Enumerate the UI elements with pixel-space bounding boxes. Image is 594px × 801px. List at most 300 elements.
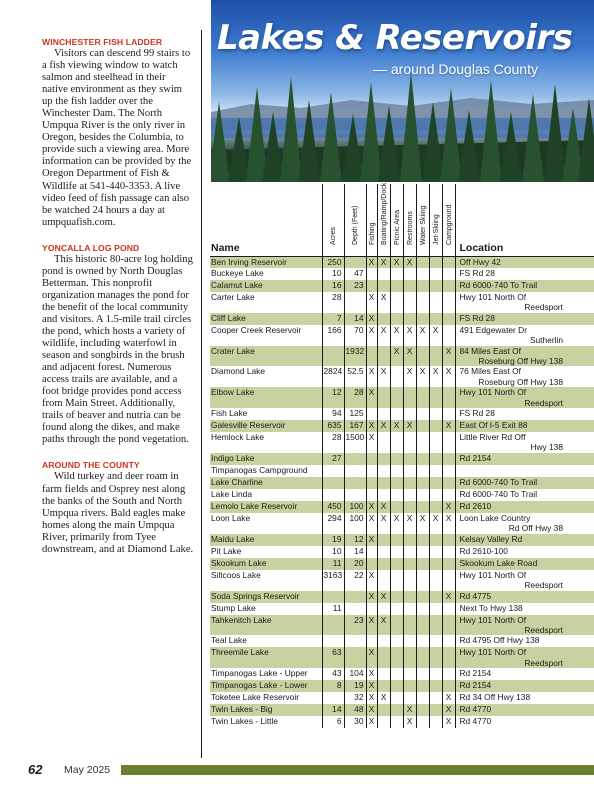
- lake-location: [455, 489, 594, 501]
- cell-jet-skiing: [429, 292, 442, 313]
- cell-fishing: X: [366, 501, 377, 513]
- cell-picnic: [390, 647, 403, 668]
- lake-location: [455, 501, 594, 513]
- table-row: [210, 280, 594, 292]
- lake-location: [455, 420, 594, 432]
- table-row: [210, 513, 594, 534]
- cell-picnic: [390, 465, 403, 477]
- table-row: [210, 635, 594, 647]
- cell-picnic: [390, 501, 403, 513]
- cell-depth: 167: [344, 420, 366, 432]
- cell-picnic: [390, 477, 403, 489]
- cell-depth: 47: [344, 268, 366, 280]
- cell-water-skiing: [416, 346, 429, 367]
- cell-jet-skiing: [429, 256, 442, 268]
- cell-restrooms: [403, 668, 416, 680]
- location-line: Hwy 101 North Of: [459, 569, 527, 580]
- cell-jet-skiing: [429, 534, 442, 546]
- cell-restrooms: [403, 635, 416, 647]
- cell-picnic: [390, 692, 403, 704]
- cell-picnic: X: [390, 256, 403, 268]
- cell-depth: [344, 256, 366, 268]
- cell-depth: [344, 489, 366, 501]
- cell-boating: [377, 558, 390, 570]
- cell-depth: [344, 635, 366, 647]
- cell-acres: 28: [322, 432, 344, 453]
- cell-depth: 28: [344, 387, 366, 408]
- cell-restrooms: [403, 453, 416, 465]
- cell-depth: 23: [344, 280, 366, 292]
- lake-location: [455, 558, 594, 570]
- cell-campground: [442, 570, 455, 591]
- table-row: [210, 680, 594, 692]
- location-line: Rd 2154: [459, 680, 492, 691]
- cell-restrooms: [403, 501, 416, 513]
- cell-acres: [322, 477, 344, 489]
- lake-location: [455, 615, 594, 636]
- cell-picnic: [390, 603, 403, 615]
- cell-water-skiing: [416, 477, 429, 489]
- cell-water-skiing: [416, 558, 429, 570]
- cell-water-skiing: X: [416, 366, 429, 387]
- cell-water-skiing: [416, 570, 429, 591]
- cell-jet-skiing: X: [429, 513, 442, 534]
- cell-acres: 7: [322, 313, 344, 325]
- cell-acres: 2824: [322, 366, 344, 387]
- cell-campground: X: [442, 501, 455, 513]
- cell-jet-skiing: [429, 346, 442, 367]
- cell-acres: [322, 692, 344, 704]
- lake-name: Timpanogas Lake - Upper: [211, 668, 308, 679]
- cell-jet-skiing: [429, 558, 442, 570]
- cell-campground: X: [442, 420, 455, 432]
- table-row: [210, 615, 594, 636]
- cell-jet-skiing: [429, 546, 442, 558]
- cell-picnic: [390, 313, 403, 325]
- cell-water-skiing: [416, 647, 429, 668]
- table-row: [210, 408, 594, 420]
- col-header-location: Location: [455, 184, 594, 256]
- lake-location: [455, 313, 594, 325]
- location-line: East Of I-5 Exit 88: [459, 420, 528, 431]
- cell-campground: [442, 647, 455, 668]
- location-line: Next To Hwy 138: [459, 602, 523, 613]
- lake-name: Diamond Lake: [211, 366, 266, 377]
- cell-campground: [442, 292, 455, 313]
- cell-picnic: [390, 268, 403, 280]
- lake-name: Fish Lake: [211, 408, 248, 419]
- table-row: [210, 477, 594, 489]
- location-line: Hwy 101 North Of: [459, 387, 527, 398]
- lake-name: Maidu Lake: [210, 534, 322, 546]
- lake-location: [455, 280, 594, 292]
- cell-acres: 14: [322, 704, 344, 716]
- cell-boating: [377, 268, 390, 280]
- cell-water-skiing: X: [416, 325, 429, 346]
- cell-jet-skiing: [429, 692, 442, 704]
- lake-name: Calamut Lake: [210, 280, 322, 292]
- page-number: 62: [28, 762, 43, 777]
- cell-depth: [344, 603, 366, 615]
- cell-fishing: X: [366, 420, 377, 432]
- cell-acres: [322, 489, 344, 501]
- cell-water-skiing: [416, 615, 429, 636]
- cell-water-skiing: [416, 256, 429, 268]
- location-line-2: Roseburg Off Hwy 138: [478, 356, 563, 367]
- cell-campground: [442, 558, 455, 570]
- cell-depth: 104: [344, 668, 366, 680]
- cell-jet-skiing: [429, 408, 442, 420]
- cell-depth: 1932: [344, 346, 366, 367]
- cell-depth: [344, 591, 366, 603]
- page-title: Lakes & Reservoirs: [217, 18, 573, 58]
- cell-boating: [377, 432, 390, 453]
- cell-water-skiing: X: [416, 513, 429, 534]
- cell-boating: X: [377, 615, 390, 636]
- location-line: Rd 2610-100: [459, 545, 508, 556]
- cell-restrooms: [403, 591, 416, 603]
- lake-location: [455, 668, 594, 680]
- location-line: Hwy 101 North Of: [459, 614, 527, 625]
- cell-picnic: [390, 615, 403, 636]
- cell-fishing: [366, 546, 377, 558]
- location-line: 76 Miles East Of: [459, 366, 521, 377]
- cell-fishing: X: [366, 615, 377, 636]
- location-line-2: Reedsport: [524, 302, 563, 313]
- cell-campground: [442, 313, 455, 325]
- cell-picnic: X: [390, 513, 403, 534]
- cell-picnic: X: [390, 420, 403, 432]
- cell-campground: [442, 432, 455, 453]
- cell-acres: 8: [322, 680, 344, 692]
- cell-depth: 70: [344, 325, 366, 346]
- cell-picnic: [390, 292, 403, 313]
- cell-acres: 10: [322, 268, 344, 280]
- cell-water-skiing: [416, 432, 429, 453]
- cell-campground: X: [442, 692, 455, 704]
- cell-depth: 100: [344, 513, 366, 534]
- cell-water-skiing: [416, 280, 429, 292]
- cell-water-skiing: [416, 453, 429, 465]
- location-line: Rd 4770: [459, 716, 492, 727]
- location-line-2: Reedsport: [524, 624, 563, 635]
- cell-picnic: [390, 635, 403, 647]
- location-line: Hwy 101 North Of: [459, 647, 527, 658]
- col-header-restrooms: Restrooms: [403, 184, 416, 256]
- cell-jet-skiing: [429, 477, 442, 489]
- cell-restrooms: [403, 489, 416, 501]
- lake-location: [455, 534, 594, 546]
- lakes-table-body: [210, 256, 594, 728]
- location-line: Rd 6000-740 To Trail: [459, 476, 538, 487]
- location-line: Skookum Lake Road: [459, 557, 538, 568]
- cell-boating: [377, 668, 390, 680]
- cell-fishing: X: [366, 292, 377, 313]
- cell-fishing: [366, 346, 377, 367]
- cell-restrooms: [403, 558, 416, 570]
- cell-boating: X: [377, 256, 390, 268]
- cell-boating: X: [377, 292, 390, 313]
- col-header-name: Name: [210, 184, 322, 256]
- cell-acres: 11: [322, 603, 344, 615]
- cell-jet-skiing: X: [429, 366, 442, 387]
- header-photo: [211, 0, 594, 182]
- cell-jet-skiing: [429, 668, 442, 680]
- cell-water-skiing: [416, 268, 429, 280]
- cell-restrooms: [403, 387, 416, 408]
- cell-jet-skiing: [429, 489, 442, 501]
- cell-jet-skiing: [429, 453, 442, 465]
- table-row: [210, 668, 594, 680]
- cell-campground: [442, 268, 455, 280]
- cell-acres: [322, 615, 344, 636]
- cell-campground: [442, 408, 455, 420]
- cell-picnic: [390, 489, 403, 501]
- cell-restrooms: [403, 408, 416, 420]
- cell-boating: [377, 346, 390, 367]
- cell-water-skiing: [416, 408, 429, 420]
- cell-water-skiing: [416, 603, 429, 615]
- lake-name: Buckeye Lake: [211, 268, 264, 278]
- cell-fishing: [366, 465, 377, 477]
- table-header-row: [210, 184, 594, 256]
- cell-boating: X: [377, 366, 390, 387]
- cell-picnic: [390, 558, 403, 570]
- location-line: Little River Rd Off: [459, 432, 526, 443]
- lake-location: [455, 716, 594, 728]
- table-row: [210, 591, 594, 603]
- table-row: [210, 453, 594, 465]
- cell-restrooms: [403, 313, 416, 325]
- lake-name: Tahkenitch Lake: [210, 615, 322, 636]
- cell-jet-skiing: [429, 635, 442, 647]
- location-line: Rd 6000-740 To Trail: [459, 280, 538, 290]
- lake-name: Cooper Creek Reservoir: [211, 324, 302, 335]
- cell-acres: 6: [322, 716, 344, 728]
- cell-acres: 12: [322, 387, 344, 408]
- table-row: [210, 603, 594, 615]
- cell-jet-skiing: [429, 387, 442, 408]
- cell-fishing: X: [366, 680, 377, 692]
- cell-fishing: X: [366, 366, 377, 387]
- cell-picnic: [390, 387, 403, 408]
- cell-depth: 48: [344, 704, 366, 716]
- cell-boating: X: [377, 501, 390, 513]
- cell-picnic: [390, 546, 403, 558]
- lake-name: Teal Lake: [211, 635, 247, 646]
- cell-jet-skiing: [429, 704, 442, 716]
- cell-campground: [442, 325, 455, 346]
- cell-jet-skiing: [429, 647, 442, 668]
- cell-fishing: X: [366, 513, 377, 534]
- cell-boating: X: [377, 591, 390, 603]
- cell-campground: X: [442, 366, 455, 387]
- lake-location: [455, 692, 594, 704]
- lake-location: [455, 346, 594, 367]
- section-heading: YONCALLA LOG POND: [42, 242, 140, 253]
- location-line: Rd 4775: [459, 590, 492, 601]
- col-header-boating: Boating/Ramp/Dock: [377, 184, 390, 256]
- lake-name: Galesville Reservoir: [210, 420, 322, 432]
- cell-depth: 22: [344, 570, 366, 591]
- cell-campground: X: [442, 513, 455, 534]
- cell-depth: 20: [344, 558, 366, 570]
- cell-acres: 3163: [322, 570, 344, 591]
- table-row: [210, 465, 594, 477]
- table-row: [210, 325, 594, 346]
- cell-boating: [377, 408, 390, 420]
- lake-location: [455, 292, 594, 313]
- cell-boating: [377, 704, 390, 716]
- lake-location: [455, 680, 594, 692]
- cell-acres: 635: [322, 420, 344, 432]
- cell-water-skiing: [416, 704, 429, 716]
- cell-depth: 1500: [344, 432, 366, 453]
- cell-boating: [377, 313, 390, 325]
- location-line-2: Rd Off Hwy 38: [508, 523, 563, 534]
- cell-fishing: X: [366, 387, 377, 408]
- lake-name: Twin Lakes - Big: [210, 704, 322, 716]
- lake-location: [455, 591, 594, 603]
- cell-jet-skiing: [429, 716, 442, 728]
- cell-restrooms: [403, 280, 416, 292]
- cell-acres: 10: [322, 546, 344, 558]
- lake-name: Carter Lake: [211, 292, 255, 302]
- cell-restrooms: X: [403, 704, 416, 716]
- lake-name: Twin Lakes - Little: [211, 716, 279, 727]
- lake-name: Toketee Lake Reservoir: [211, 692, 299, 703]
- cell-picnic: [390, 408, 403, 420]
- cell-depth: 30: [344, 716, 366, 728]
- cell-picnic: [390, 534, 403, 546]
- cell-restrooms: [403, 615, 416, 636]
- cell-jet-skiing: [429, 591, 442, 603]
- cell-acres: 450: [322, 501, 344, 513]
- cell-acres: 94: [322, 408, 344, 420]
- cell-fishing: [366, 453, 377, 465]
- section-body: This historic 80-acre log holding pond is owned by North Douglas Betterman. This nonprofit organization manages the pond for the benefit of the local community and visitors. A 1.5-mile trail circles the pond, which hosts a variety of wildlife, including waterfowl in season and songbirds in the brush and adjacent forest. Numerous access trails are available, and a foot bridge provides pond access from Main Street. Additionally, trails of beaver and nutria can be found along the dikes, and make paths through the pond vegetation.: [42, 253, 193, 446]
- cell-acres: 294: [322, 513, 344, 534]
- cell-acres: 43: [322, 668, 344, 680]
- lake-name: Timpanogas Campground: [211, 464, 308, 475]
- cell-restrooms: [403, 534, 416, 546]
- cell-acres: 27: [322, 453, 344, 465]
- location-line: Rd 4795 Off Hwy 138: [459, 635, 540, 646]
- cell-jet-skiing: [429, 313, 442, 325]
- cell-depth: 12: [344, 534, 366, 546]
- cell-campground: [442, 477, 455, 489]
- left-text-column: [42, 37, 194, 570]
- cell-campground: [442, 680, 455, 692]
- lake-location: [455, 268, 594, 280]
- cell-fishing: X: [366, 570, 377, 591]
- cell-acres: 63: [322, 647, 344, 668]
- cell-water-skiing: [416, 387, 429, 408]
- lake-location: [455, 513, 594, 534]
- cell-boating: X: [377, 420, 390, 432]
- table-row: [210, 489, 594, 501]
- cell-boating: [377, 280, 390, 292]
- lake-location: [455, 465, 594, 477]
- cell-fishing: [366, 268, 377, 280]
- cell-campground: [442, 603, 455, 615]
- cell-jet-skiing: [429, 432, 442, 453]
- lake-location: [455, 453, 594, 465]
- location-line: FS Rd 28: [459, 408, 495, 419]
- cell-campground: [442, 534, 455, 546]
- cell-fishing: [366, 477, 377, 489]
- cell-restrooms: X: [403, 366, 416, 387]
- cell-boating: [377, 546, 390, 558]
- section-body: Wild turkey and deer roam in farm fields and Osprey nest along the banks of the South and North Umpqua rivers. Bald eagles make homes along the main Umpqua River, primarily from Tyee downstream, and at Diamond Lake.: [42, 471, 194, 555]
- cell-jet-skiing: [429, 603, 442, 615]
- cell-campground: [442, 668, 455, 680]
- location-line: 491 Edgewater Dr: [459, 324, 528, 335]
- location-line: Rd 34 Off Hwy 138: [459, 692, 531, 703]
- lake-location: [455, 325, 594, 346]
- location-line: Off Hwy 42: [459, 256, 501, 267]
- cell-fishing: X: [366, 432, 377, 453]
- cell-campground: [442, 546, 455, 558]
- cell-acres: 11: [322, 558, 344, 570]
- cell-restrooms: X: [403, 256, 416, 268]
- table-row: [210, 570, 594, 591]
- cell-boating: X: [377, 692, 390, 704]
- cell-picnic: [390, 453, 403, 465]
- cell-acres: 16: [322, 280, 344, 292]
- cell-restrooms: [403, 477, 416, 489]
- table-row: [210, 420, 594, 432]
- cell-boating: [377, 534, 390, 546]
- cell-acres: 250: [322, 256, 344, 268]
- cell-restrooms: [403, 292, 416, 313]
- cell-water-skiing: [416, 489, 429, 501]
- cell-boating: [377, 387, 390, 408]
- section-heading: WINCHESTER FISH LADDER: [42, 37, 163, 47]
- cell-acres: [322, 591, 344, 603]
- lake-name: Siltcoos Lake: [211, 569, 261, 580]
- location-line: 84 Miles East Of: [459, 345, 521, 356]
- section-body: Visitors can descend 99 stairs to a fish viewing window to watch salmon and steelhead in their native environment as they swim up the fish ladder over the Winchester Dam. The North Umpqua River is the only river in Oregon, besides the Columbia, to provide such a viewing area. More information can be provided by the Oregon Department of Fish & Wildlife at 541-440-3353. A live video feed of fish passage can also be watched 24 hours a day at umpquafish.com.: [42, 48, 192, 228]
- cell-fishing: X: [366, 534, 377, 546]
- issue-date: May 2025: [64, 764, 111, 776]
- cell-fishing: X: [366, 647, 377, 668]
- lake-name: Timpanogas Lake - Lower: [210, 680, 322, 692]
- cell-boating: [377, 716, 390, 728]
- cell-water-skiing: [416, 716, 429, 728]
- cell-water-skiing: [416, 420, 429, 432]
- cell-fishing: X: [366, 704, 377, 716]
- location-line: Hwy 101 North Of: [459, 292, 527, 302]
- lake-location: [455, 603, 594, 615]
- cell-water-skiing: [416, 680, 429, 692]
- lake-name: Threemile Lake: [210, 647, 322, 668]
- lake-name: Loon Lake: [211, 512, 251, 523]
- cell-water-skiing: [416, 292, 429, 313]
- cell-campground: [442, 465, 455, 477]
- col-header-campground: Campground: [442, 184, 455, 256]
- cell-boating: [377, 477, 390, 489]
- cell-restrooms: [403, 432, 416, 453]
- lake-location: [455, 546, 594, 558]
- cell-fishing: [366, 635, 377, 647]
- lake-name: Skookum Lake: [210, 558, 322, 570]
- cell-boating: [377, 570, 390, 591]
- cell-depth: 125: [344, 408, 366, 420]
- cell-jet-skiing: [429, 615, 442, 636]
- cell-boating: X: [377, 513, 390, 534]
- cell-fishing: X: [366, 692, 377, 704]
